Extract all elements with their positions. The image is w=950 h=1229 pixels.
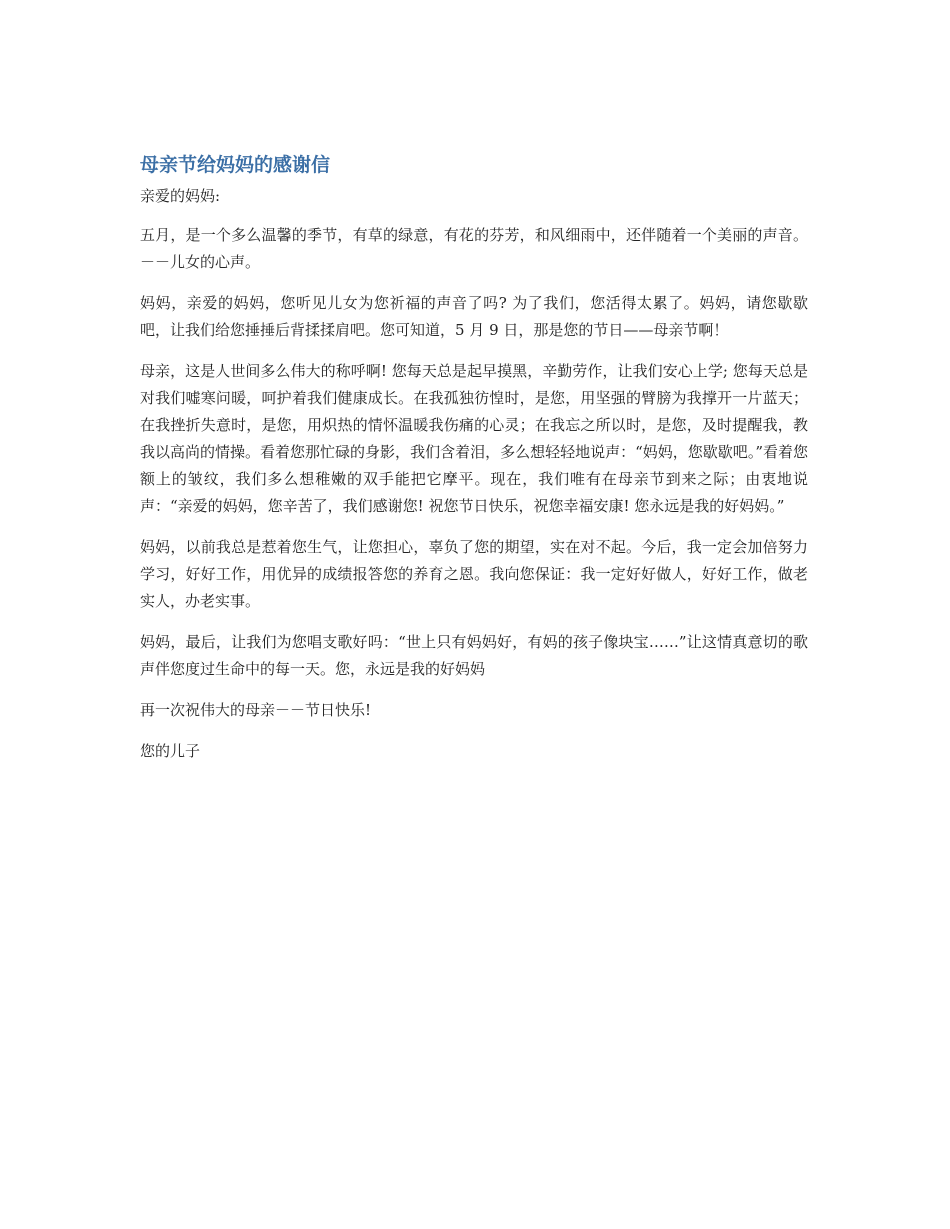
salutation: 亲爱的妈妈: [140, 187, 221, 205]
signature: 您的儿子 [140, 742, 201, 760]
closing-wish: 再一次祝伟大的母亲－－节日快乐! [140, 701, 372, 719]
paragraph-may-season: 五月，是一个多么温馨的季节，有草的绿意，有花的芬芳，和风细雨中，还伴随着一个美丽的声音。－－儿女的心声。 [140, 226, 808, 271]
paragraph-mothers-day: 妈妈，亲爱的妈妈，您听见儿女为您祈福的声音了吗? 为了我们，您活得太累了。妈妈，请您歇歇吧，让我们给您捶捶后背揉揉肩吧。您可知道，5 月 9 日，那是您的节日——母亲节啊！ [140, 294, 808, 339]
letter-content [140, 150, 808, 779]
paragraph-song: 妈妈，最后，让我们为您唱支歌好吗：“世上只有妈妈好，有妈的孩子像块宝……”让这情真意切的歌声伴您度过生命中的每一天。您，永远是我的好妈妈 [140, 633, 808, 678]
paragraph-apology-promise: 妈妈，以前我总是惹着您生气，让您担心，辜负了您的期望，实在对不起。今后，我一定会加倍努力学习，好好工作，用优异的成绩报答您的养育之恩。我向您保证：我一定好好做人，好好工作，做老实人，办老实事。 [140, 538, 808, 610]
paragraph-gratitude: 母亲，这是人世间多么伟大的称呼啊! 您每天总是起早摸黑，辛勤劳作，让我们安心上学; 您每天总是对我们嘘寒问暖，呵护着我们健康成长。在我孤独彷惶时，是您，用坚强的臂膀为我撑开一片蓝天；在我挫折失意时，是您，用炽热的情怀温暖我伤痛的心灵；在我忘之所以时，是您，及时提醒我，教我以高尚的情操。看着您那忙碌的身影，我们含着泪，多么想轻轻地说声：“妈妈，您歇歇吧。”看着您额上的皱纹，我们多么想稚嫩的双手能把它摩平。现在，我们唯有在母亲节到来之际；由衷地说声：“亲爱的妈妈，您辛苦了，我们感谢您! 祝您节日快乐，祝您幸福安康! 您永远是我的好妈妈。” [140, 362, 808, 515]
document-title: 母亲节给妈妈的感谢信 [140, 154, 331, 176]
